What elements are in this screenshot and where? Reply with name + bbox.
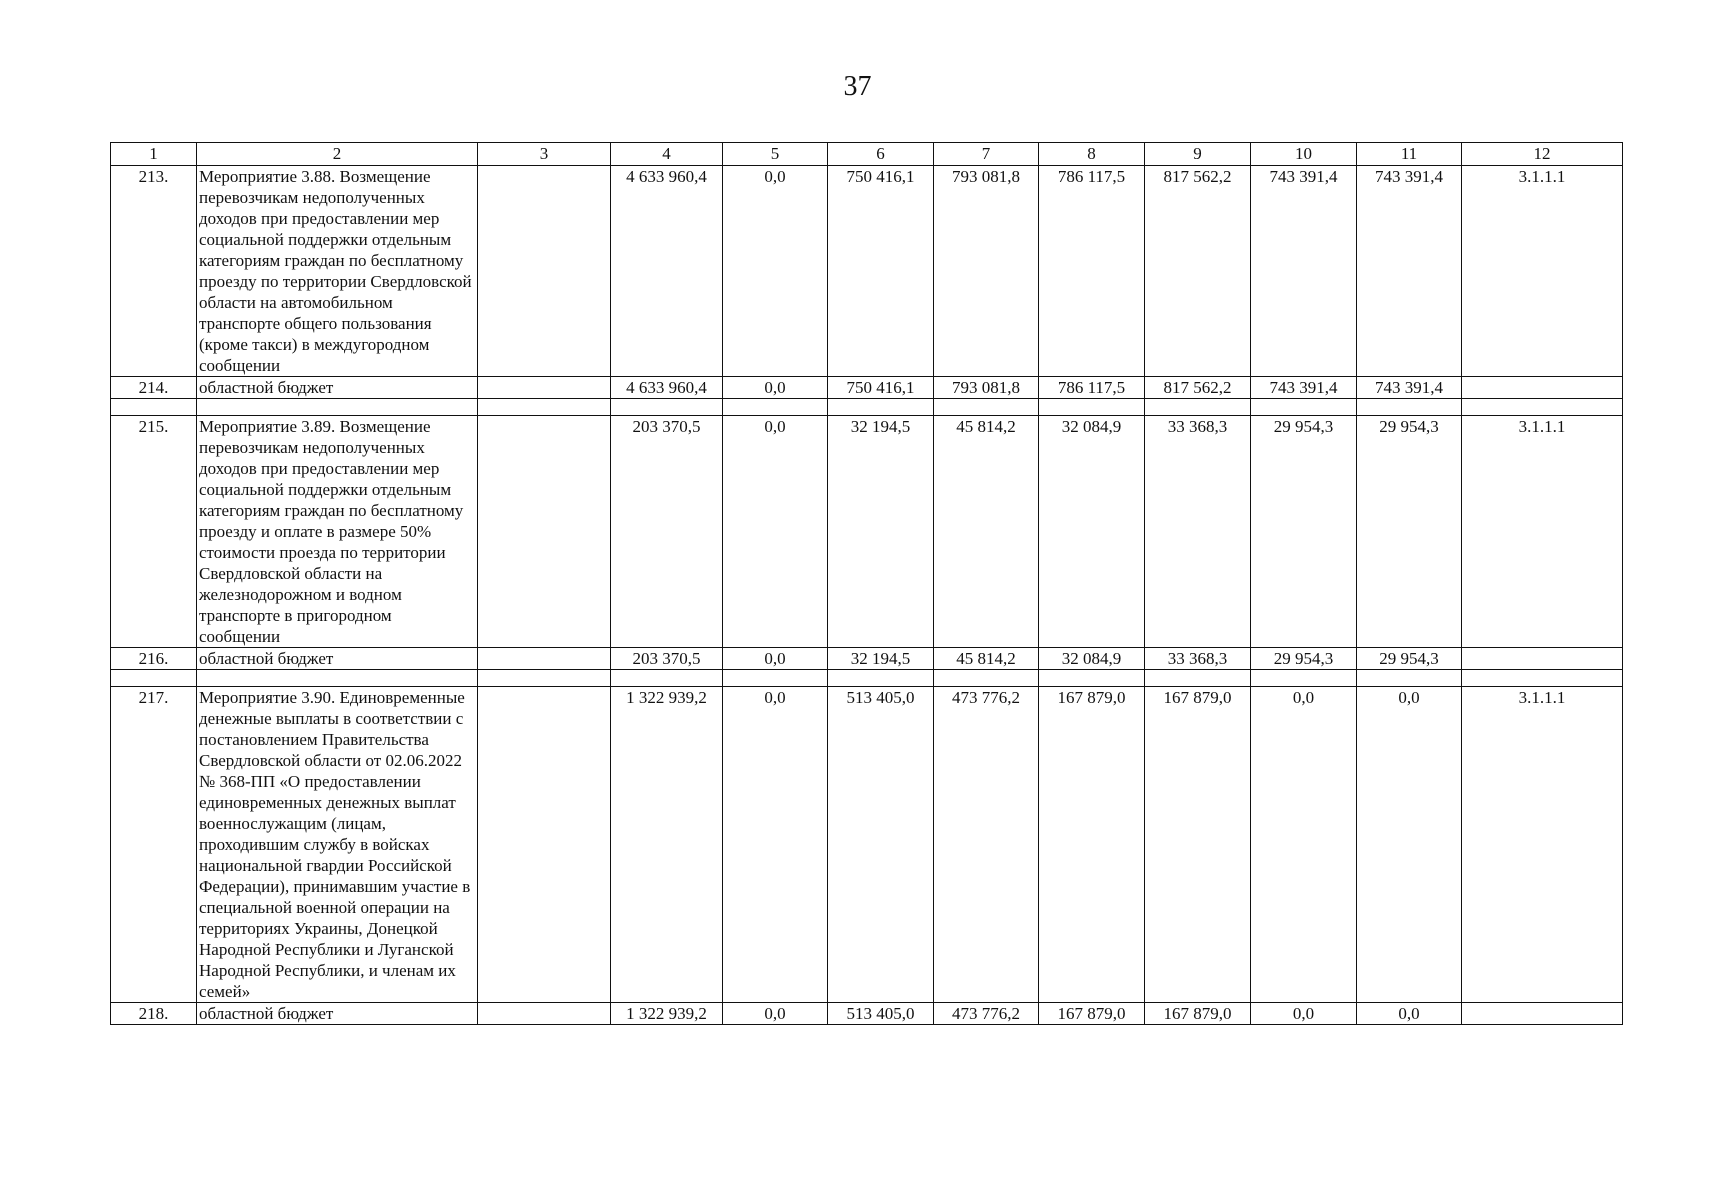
spacer-row bbox=[111, 670, 1623, 687]
page-number: 37 bbox=[843, 71, 872, 102]
target-code: 3.1.1.1 bbox=[1462, 416, 1623, 648]
table-row bbox=[111, 1003, 1623, 1025]
col3-cell bbox=[478, 648, 611, 670]
row-number: 214. bbox=[111, 377, 197, 399]
value-cell: 817 562,2 bbox=[1145, 166, 1251, 377]
value-cell: 743 391,4 bbox=[1251, 166, 1357, 377]
target-code bbox=[1462, 1003, 1623, 1025]
value-cell: 33 368,3 bbox=[1145, 648, 1251, 670]
target-code: 3.1.1.1 bbox=[1462, 166, 1623, 377]
activity-name: Мероприятие 3.89. Возмещение перевозчикам недополученных доходов при предоставлении мер социальной поддержки отдельным категориям граждан по бесплатному проезду и оплате в размере 50% стоимости проезда по территории Свердловской области на железнодорожном и водном транспорте в пригородном сообщении bbox=[197, 416, 478, 648]
header-cell: 12 bbox=[1462, 143, 1623, 166]
value-cell: 45 814,2 bbox=[934, 416, 1039, 648]
spacer-row bbox=[111, 399, 1623, 416]
table-row bbox=[111, 648, 1623, 670]
header-cell: 3 bbox=[478, 143, 611, 166]
activity-name: Мероприятие 3.88. Возмещение перевозчикам недополученных доходов при предоставлении мер социальной поддержки отдельным категориям граждан по бесплатному проезду по территории Свердловской области на автомобильном транспорте общего пользования (кроме такси) в междугородном сообщении bbox=[197, 166, 478, 377]
col3-cell bbox=[478, 1003, 611, 1025]
header-cell: 5 bbox=[723, 143, 828, 166]
col3-cell bbox=[478, 416, 611, 648]
value-cell: 0,0 bbox=[723, 166, 828, 377]
row-number: 216. bbox=[111, 648, 197, 670]
value-total: 203 370,5 bbox=[611, 648, 723, 670]
table-row bbox=[111, 166, 1623, 377]
value-cell: 793 081,8 bbox=[934, 166, 1039, 377]
row-number: 215. bbox=[111, 416, 197, 648]
header-cell: 8 bbox=[1039, 143, 1145, 166]
value-cell: 0,0 bbox=[723, 687, 828, 1003]
value-cell: 32 194,5 bbox=[828, 648, 934, 670]
target-code bbox=[1462, 648, 1623, 670]
header-row bbox=[111, 143, 1623, 166]
value-total: 4 633 960,4 bbox=[611, 377, 723, 399]
value-cell: 33 368,3 bbox=[1145, 416, 1251, 648]
value-cell: 45 814,2 bbox=[934, 648, 1039, 670]
value-cell: 817 562,2 bbox=[1145, 377, 1251, 399]
value-cell: 743 391,4 bbox=[1251, 377, 1357, 399]
value-cell: 0,0 bbox=[723, 377, 828, 399]
value-cell: 0,0 bbox=[1357, 687, 1462, 1003]
header-cell: 4 bbox=[611, 143, 723, 166]
activity-name: областной бюджет bbox=[197, 377, 478, 399]
row-number: 213. bbox=[111, 166, 197, 377]
header-cell: 11 bbox=[1357, 143, 1462, 166]
table-row bbox=[111, 377, 1623, 399]
value-cell: 0,0 bbox=[1251, 1003, 1357, 1025]
value-cell: 0,0 bbox=[723, 648, 828, 670]
row-number: 218. bbox=[111, 1003, 197, 1025]
program-table bbox=[110, 142, 1623, 1025]
header-cell: 10 bbox=[1251, 143, 1357, 166]
value-total: 1 322 939,2 bbox=[611, 687, 723, 1003]
value-cell: 743 391,4 bbox=[1357, 377, 1462, 399]
value-cell: 786 117,5 bbox=[1039, 377, 1145, 399]
header-cell: 9 bbox=[1145, 143, 1251, 166]
col3-cell bbox=[478, 377, 611, 399]
header-cell: 7 bbox=[934, 143, 1039, 166]
value-total: 4 633 960,4 bbox=[611, 166, 723, 377]
table-row bbox=[111, 416, 1623, 648]
value-cell: 0,0 bbox=[723, 1003, 828, 1025]
value-cell: 167 879,0 bbox=[1145, 687, 1251, 1003]
value-cell: 743 391,4 bbox=[1357, 166, 1462, 377]
value-cell: 167 879,0 bbox=[1039, 1003, 1145, 1025]
activity-name: областной бюджет bbox=[197, 648, 478, 670]
activity-name: областной бюджет bbox=[197, 1003, 478, 1025]
value-cell: 0,0 bbox=[1357, 1003, 1462, 1025]
header-cell: 2 bbox=[197, 143, 478, 166]
value-cell: 750 416,1 bbox=[828, 166, 934, 377]
value-cell: 750 416,1 bbox=[828, 377, 934, 399]
value-cell: 29 954,3 bbox=[1251, 648, 1357, 670]
target-code bbox=[1462, 377, 1623, 399]
col3-cell bbox=[478, 166, 611, 377]
value-total: 203 370,5 bbox=[611, 416, 723, 648]
value-cell: 167 879,0 bbox=[1145, 1003, 1251, 1025]
value-cell: 513 405,0 bbox=[828, 687, 934, 1003]
value-cell: 793 081,8 bbox=[934, 377, 1039, 399]
value-cell: 0,0 bbox=[1251, 687, 1357, 1003]
table-row bbox=[111, 687, 1623, 1003]
header-cell: 1 bbox=[111, 143, 197, 166]
target-code: 3.1.1.1 bbox=[1462, 687, 1623, 1003]
value-cell: 32 194,5 bbox=[828, 416, 934, 648]
value-cell: 32 084,9 bbox=[1039, 648, 1145, 670]
row-number: 217. bbox=[111, 687, 197, 1003]
value-cell: 473 776,2 bbox=[934, 1003, 1039, 1025]
value-cell: 29 954,3 bbox=[1357, 648, 1462, 670]
value-cell: 167 879,0 bbox=[1039, 687, 1145, 1003]
value-total: 1 322 939,2 bbox=[611, 1003, 723, 1025]
value-cell: 786 117,5 bbox=[1039, 166, 1145, 377]
col3-cell bbox=[478, 687, 611, 1003]
header-cell: 6 bbox=[828, 143, 934, 166]
value-cell: 513 405,0 bbox=[828, 1003, 934, 1025]
value-cell: 32 084,9 bbox=[1039, 416, 1145, 648]
activity-name: Мероприятие 3.90. Единовременные денежные выплаты в соответствии с постановлением Правительства Свердловской области от 02.06.2022 № 368-ПП «О предоставлении единовременных денежных выплат военнослужащим (лицам, проходившим службу в войсках национальной гвардии Российской Федерации), принимавшим участие в специальной военной операции на территориях Украины, Донецкой Народной Республики и Луганской Народной Республики, и членам их семей» bbox=[197, 687, 478, 1003]
value-cell: 29 954,3 bbox=[1357, 416, 1462, 648]
value-cell: 473 776,2 bbox=[934, 687, 1039, 1003]
value-cell: 29 954,3 bbox=[1251, 416, 1357, 648]
value-cell: 0,0 bbox=[723, 416, 828, 648]
